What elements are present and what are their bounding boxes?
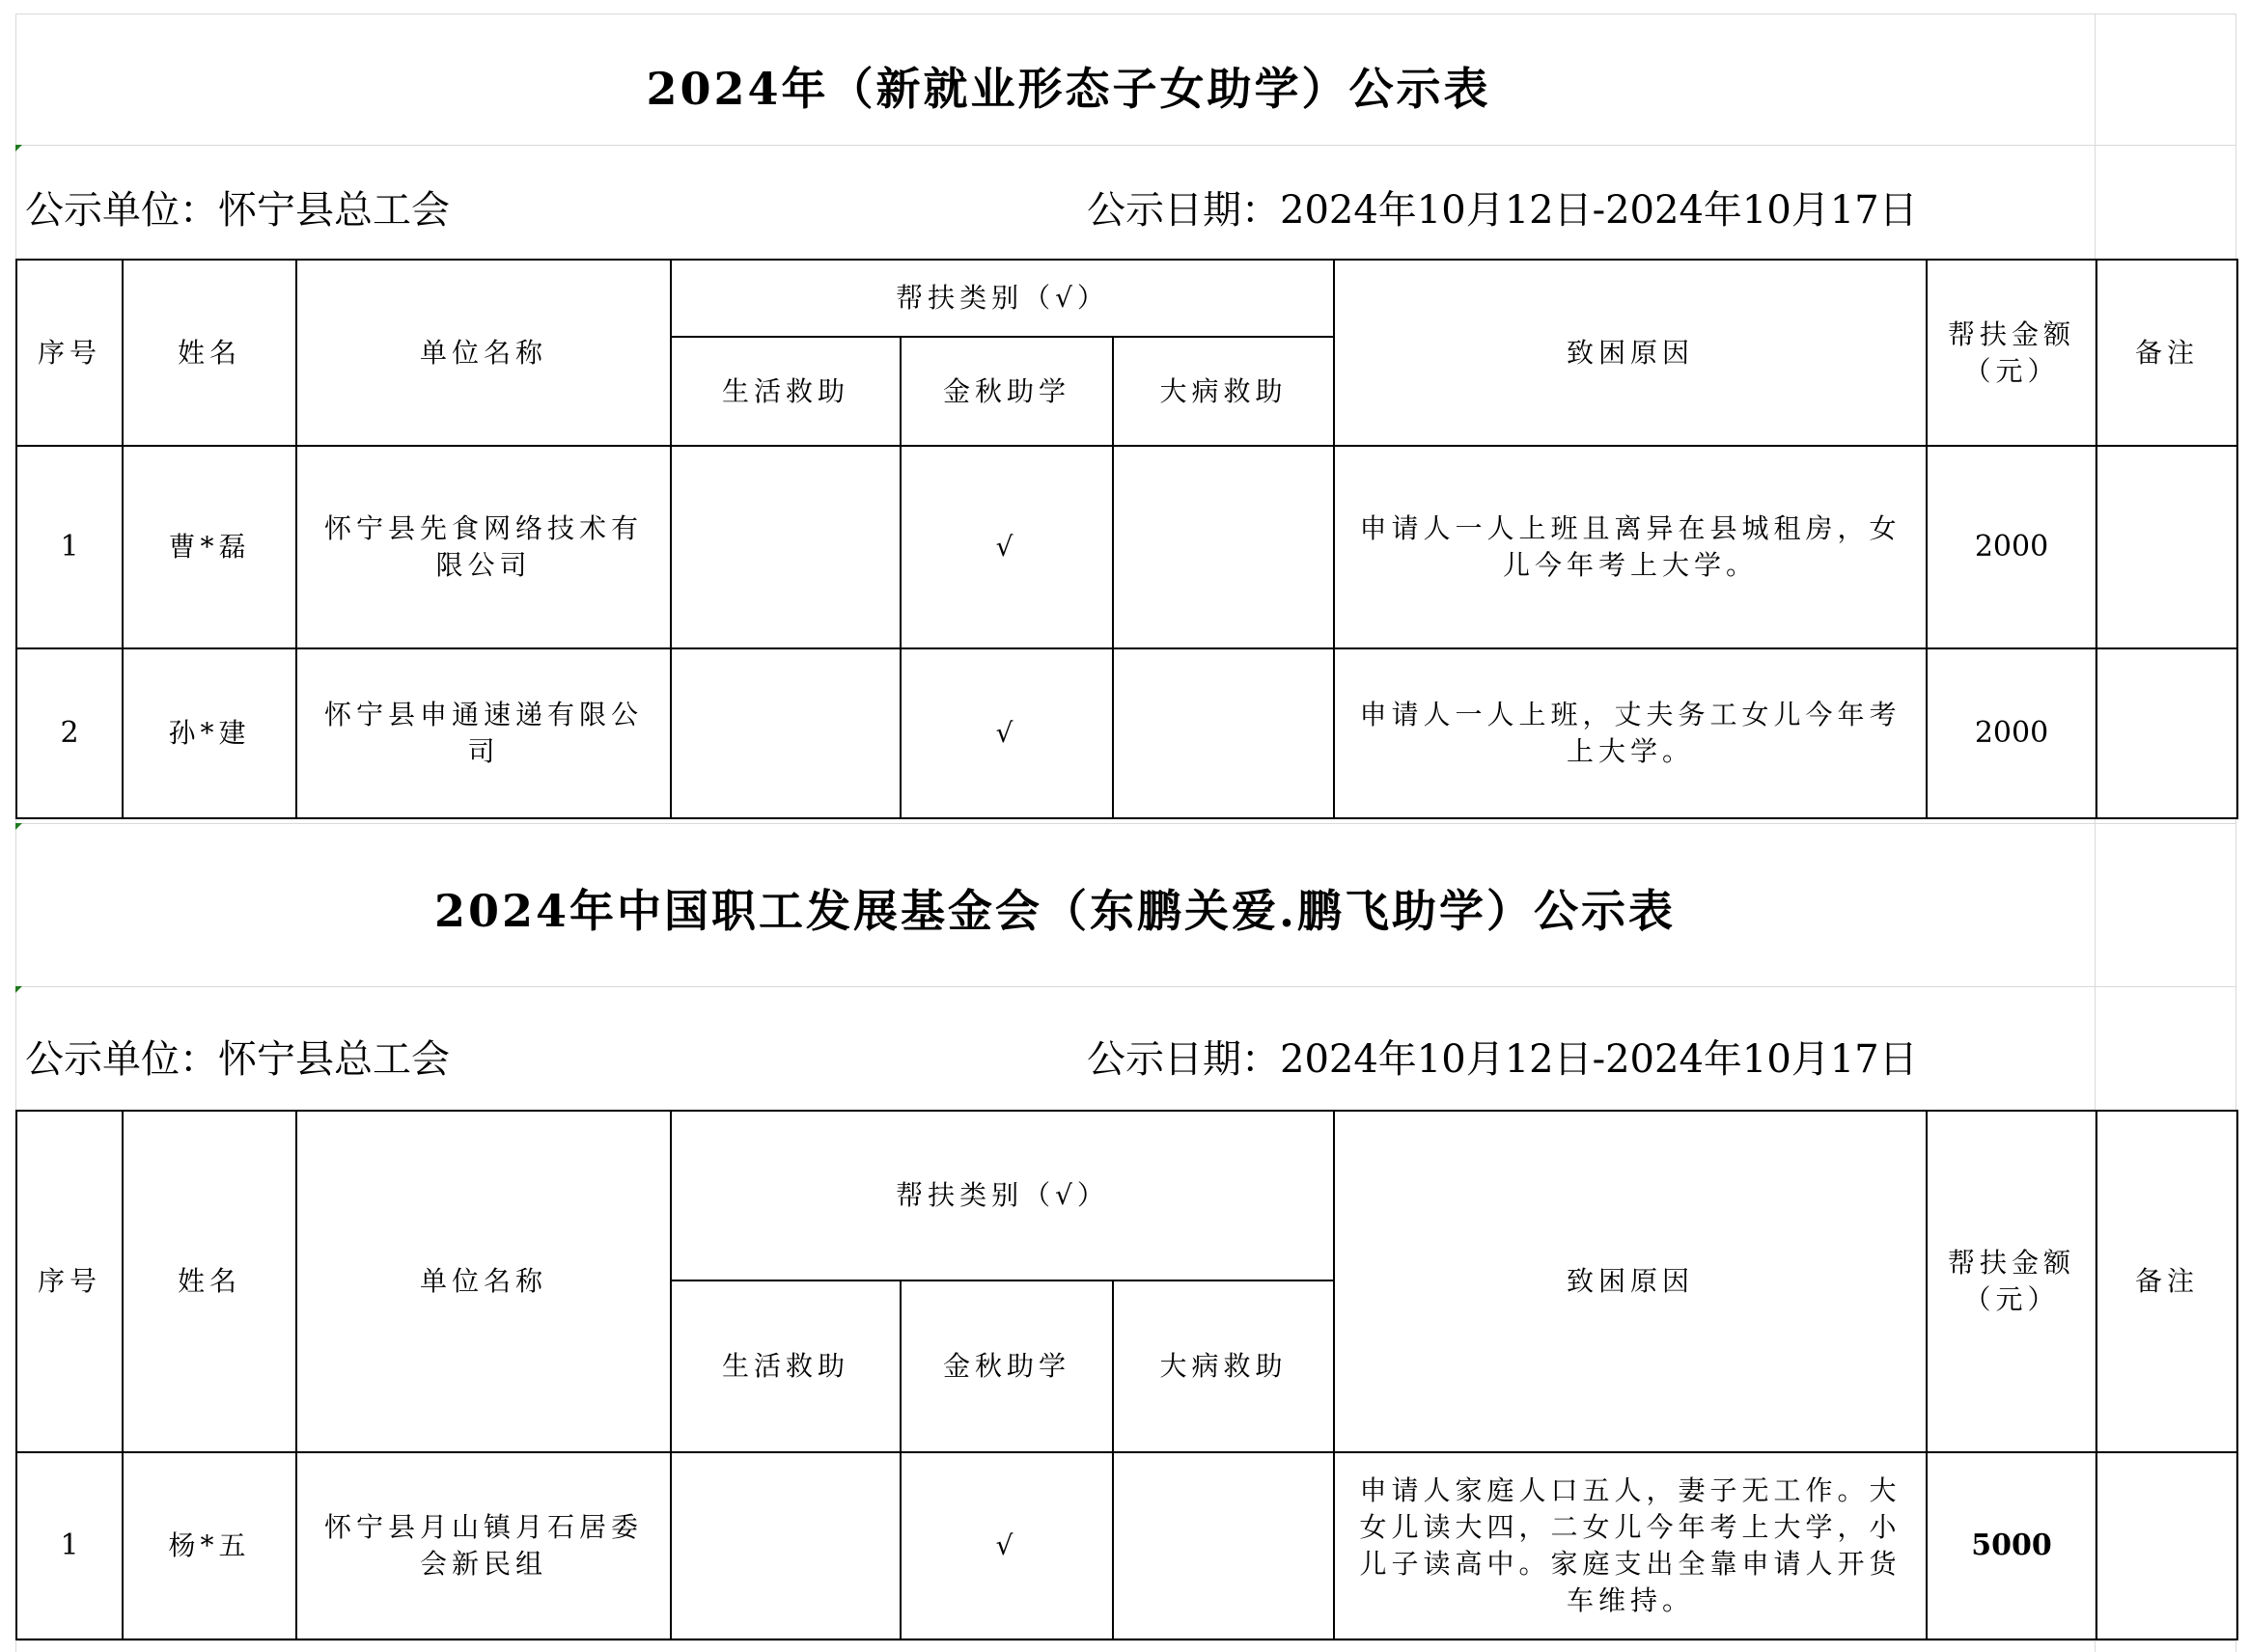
- row-name: 孙*建: [123, 648, 296, 818]
- header-illness-aid: 大病救助: [1113, 1280, 1334, 1452]
- header-category: 帮扶类别（√）: [671, 260, 1334, 337]
- row-study-aid: √: [901, 1452, 1113, 1639]
- table-title: 2024年（新就业形态子女助学）公示表: [646, 63, 1491, 115]
- row-reason: 申请人一人上班，丈夫务工女儿今年考上大学。: [1334, 648, 1927, 818]
- header-category: 帮扶类别（√）: [671, 1111, 1334, 1280]
- row-unit: 怀宁县先食网络技术有限公司: [296, 446, 671, 648]
- table-title: 2024年中国职工发展基金会（东鹏关爱.鹏飞助学）公示表: [433, 885, 1677, 937]
- publishing-unit: 公示单位：怀宁县总工会: [25, 1037, 450, 1082]
- header-illness-aid: 大病救助: [1113, 337, 1334, 446]
- header-note: 备注: [2096, 260, 2237, 446]
- row-note: [2096, 1452, 2237, 1639]
- header-life-aid: 生活救助: [671, 337, 901, 446]
- header-seq: 序号: [16, 260, 123, 446]
- row-amount: 5000: [1927, 1452, 2096, 1639]
- cell-comment-marker: [15, 823, 22, 830]
- row-illness-aid: [1113, 446, 1334, 648]
- row-amount: 2000: [1927, 446, 2096, 648]
- row-unit: 怀宁县月山镇月石居委会新民组: [296, 1452, 671, 1639]
- row-seq: 1: [16, 1452, 123, 1639]
- row-illness-aid: [1113, 1452, 1334, 1639]
- header-unit: 单位名称: [296, 260, 671, 446]
- row-note: [2096, 648, 2237, 818]
- publish-date: 公示日期：2024年10月12日-2024年10月17日: [1087, 188, 1918, 233]
- table-row: [16, 446, 2237, 648]
- row-reason: 申请人家庭人口五人，妻子无工作。大女儿读大四，二女儿今年考上大学，小儿子读高中。家庭支出全靠申请人开货车维持。: [1334, 1452, 1927, 1639]
- header-note: 备注: [2096, 1111, 2237, 1452]
- row-seq: 1: [16, 446, 123, 648]
- table-row: [16, 1452, 2237, 1639]
- header-amount: 帮扶金额（元）: [1927, 1111, 2096, 1452]
- cell-comment-marker: [15, 145, 22, 151]
- row-life-aid: [671, 648, 901, 818]
- publish-date: 公示日期：2024年10月12日-2024年10月17日: [1087, 1037, 1918, 1082]
- row-illness-aid: [1113, 648, 1334, 818]
- header-life-aid: 生活救助: [671, 1280, 901, 1452]
- aid-table: [15, 1110, 2238, 1640]
- row-study-aid: √: [901, 648, 1113, 818]
- header-name: 姓名: [123, 1111, 296, 1452]
- table-row: [16, 648, 2237, 818]
- aid-table: [15, 259, 2238, 819]
- header-unit: 单位名称: [296, 1111, 671, 1452]
- row-reason: 申请人一人上班且离异在县城租房，女儿今年考上大学。: [1334, 446, 1927, 648]
- header-study-aid: 金秋助学: [901, 337, 1113, 446]
- row-note: [2096, 446, 2237, 648]
- cell-comment-marker: [15, 986, 22, 993]
- row-life-aid: [671, 446, 901, 648]
- publishing-unit: 公示单位：怀宁县总工会: [25, 188, 450, 233]
- header-seq: 序号: [16, 1111, 123, 1452]
- row-unit: 怀宁县申通速递有限公司: [296, 648, 671, 818]
- row-life-aid: [671, 1452, 901, 1639]
- header-reason: 致困原因: [1334, 260, 1927, 446]
- row-seq: 2: [16, 648, 123, 818]
- row-amount: 2000: [1927, 648, 2096, 818]
- row-study-aid: √: [901, 446, 1113, 648]
- header-reason: 致困原因: [1334, 1111, 1927, 1452]
- header-name: 姓名: [123, 260, 296, 446]
- header-amount: 帮扶金额（元）: [1927, 260, 2096, 446]
- row-name: 杨*五: [123, 1452, 296, 1639]
- header-study-aid: 金秋助学: [901, 1280, 1113, 1452]
- row-name: 曹*磊: [123, 446, 296, 648]
